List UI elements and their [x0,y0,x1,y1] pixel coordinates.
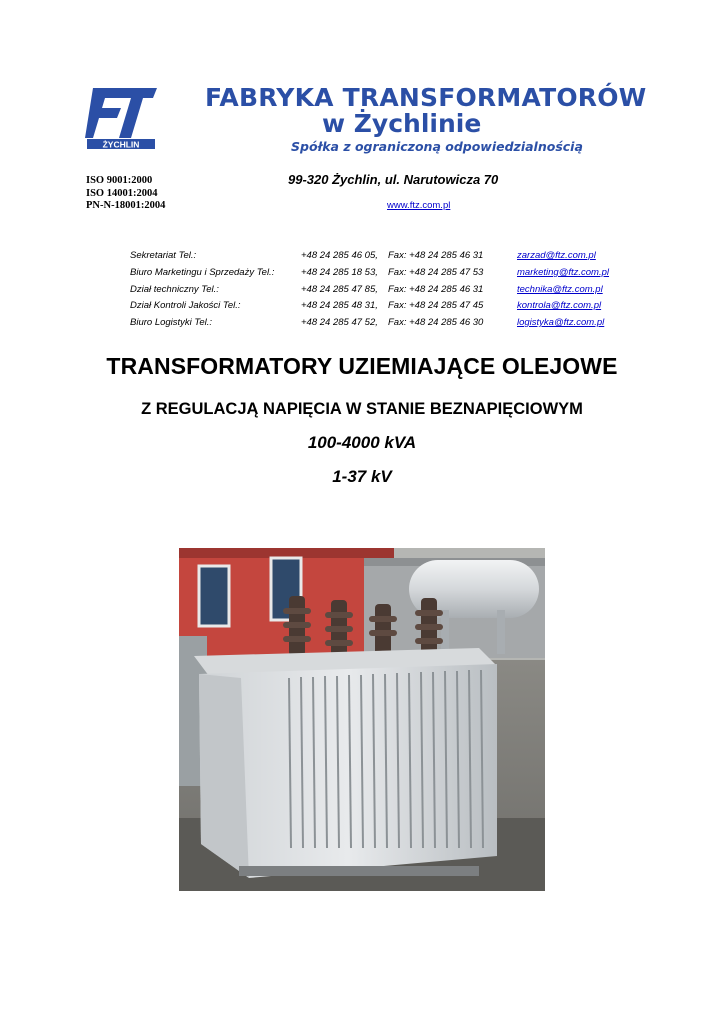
contact-department: Dział Kontroli Jakości Tel.: [130,300,241,311]
contact-fax: Fax: +48 24 285 47 45 [388,300,484,311]
contact-row [0,250,724,265]
contact-phone: +48 24 285 47 85, [301,284,378,295]
company-name: FABRYKA TRANSFORMATORÓW [205,83,647,112]
contact-phone: +48 24 285 46 05, [301,250,378,261]
contact-email-link[interactable]: technika@ftz.com.pl [517,284,603,295]
contact-fax: Fax: +48 24 285 47 53 [388,267,484,278]
contact-department: Dział techniczny Tel.: [130,284,219,295]
transformer-photo [179,548,545,891]
contact-phone: +48 24 285 18 53, [301,267,378,278]
contact-phone: +48 24 285 48 31, [301,300,378,311]
ftz-logo [85,84,157,150]
contact-department: Biuro Marketingu i Sprzedaży Tel.: [130,267,275,278]
website-link[interactable]: www.ftz.com.pl [387,200,451,211]
certification-iso14001: ISO 14001:2004 [86,188,158,199]
contact-fax: Fax: +48 24 285 46 30 [388,317,484,328]
product-subtitle: Z REGULACJĄ NAPIĘCIA W STANIE BEZNAPIĘCIOWYM [141,400,583,418]
contact-department: Sekretariat Tel.: [130,250,197,261]
contact-email-link[interactable]: marketing@ftz.com.pl [517,267,610,278]
contact-fax: Fax: +48 24 285 46 31 [388,284,484,295]
contact-row [0,267,724,282]
product-title: TRANSFORMATORY UZIEMIAJĄCE OLEJOWE [106,353,618,379]
logo-text: ŻYCHLIN [102,139,140,150]
company-address: 99-320 Żychlin, ul. Narutowicza 70 [288,172,499,187]
contact-row [0,300,724,315]
voltage-range: 1-37 kV [332,467,392,486]
company-legal-form: Spółka z ograniczoną odpowiedzialnością [291,139,583,154]
contact-row [0,317,724,332]
company-city: w Żychlinie [322,109,482,138]
contact-department: Biuro Logistyki Tel.: [130,317,213,328]
contact-email-link[interactable]: logistyka@ftz.com.pl [517,317,605,328]
contact-row [0,284,724,299]
certification-iso9001: ISO 9001:2000 [86,175,153,186]
contact-phone: +48 24 285 47 52, [301,317,378,328]
contact-email-link[interactable]: zarzad@ftz.com.pl [517,250,596,261]
contact-email-link[interactable]: kontrola@ftz.com.pl [517,300,602,311]
power-range: 100-4000 kVA [307,433,417,452]
contact-fax: Fax: +48 24 285 46 31 [388,250,484,261]
certification-pn18001: PN-N-18001:2004 [86,200,166,211]
